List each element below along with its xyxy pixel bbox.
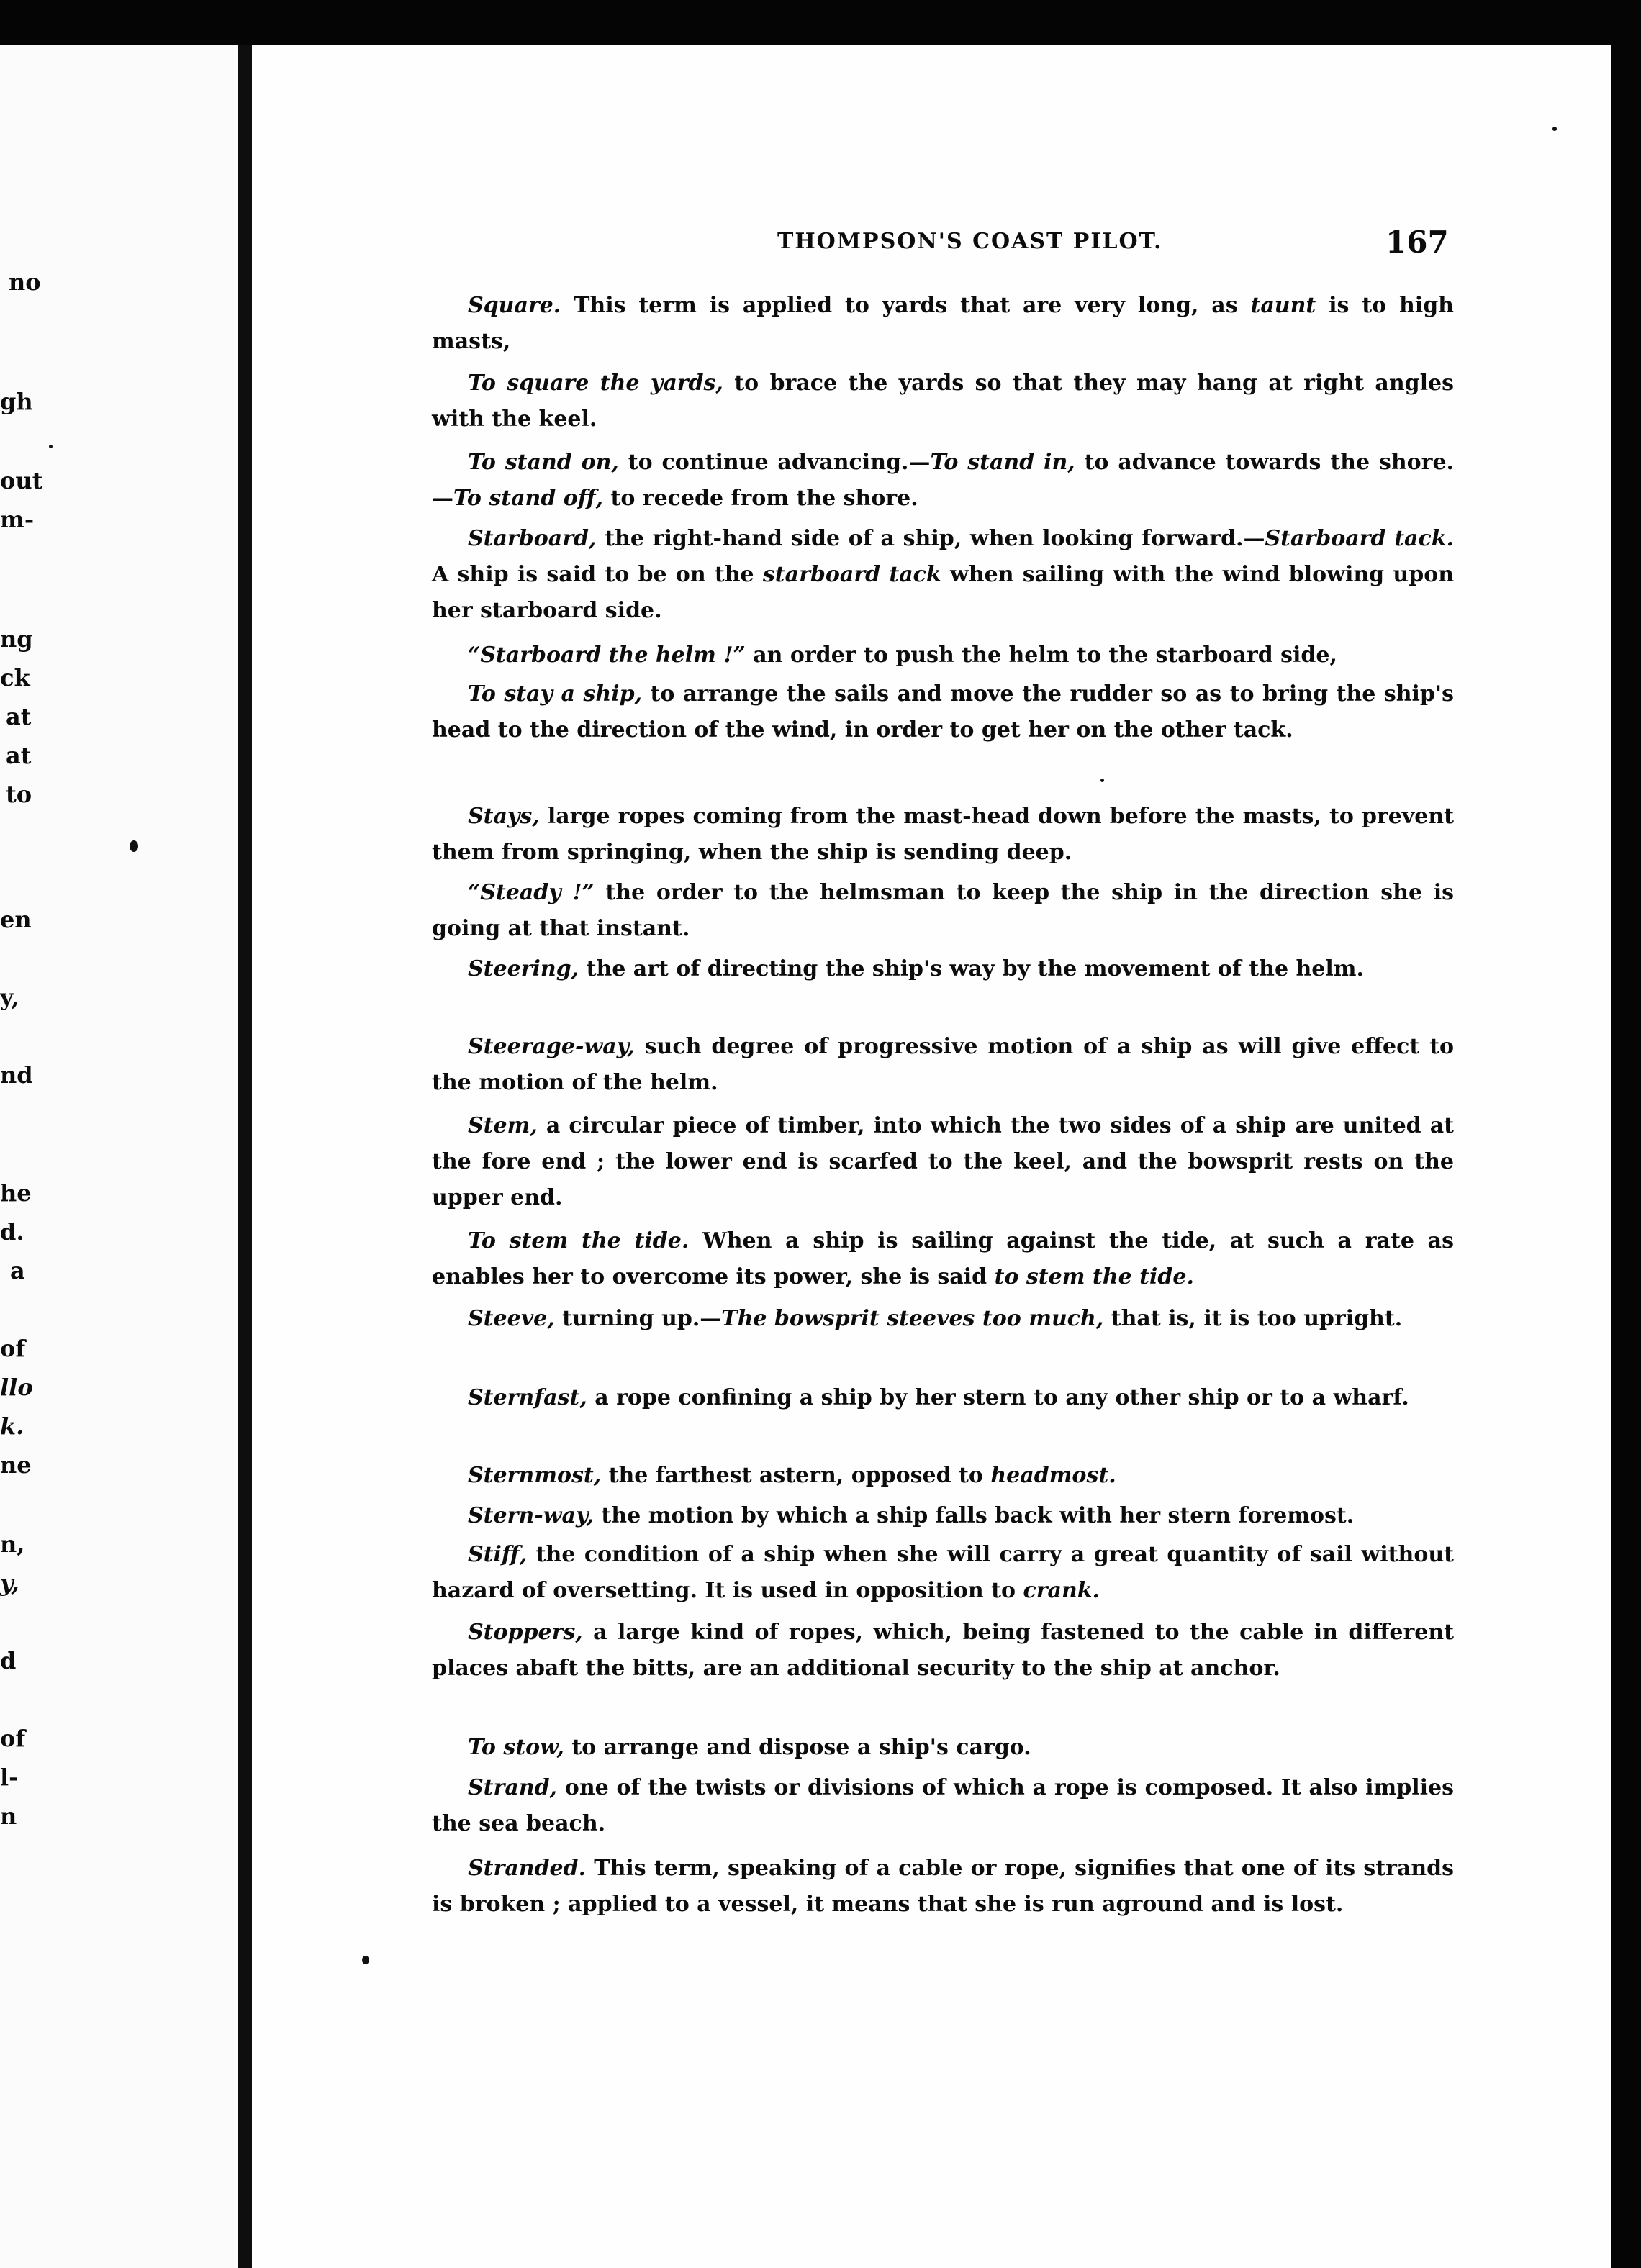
facing-page-fragment: he	[0, 1179, 32, 1207]
entry-term: Strand,	[468, 1775, 557, 1800]
facing-page-fragment: n	[0, 1802, 17, 1830]
facing-page-fragment: at	[6, 703, 32, 730]
facing-page-fragment: out	[0, 467, 43, 494]
ink-spot	[49, 445, 53, 448]
glossary-entry	[432, 676, 1454, 748]
entry-definition: the farthest astern, opposed to	[601, 1463, 991, 1488]
facing-page-fragment: a	[10, 1257, 25, 1284]
entry-definition: turning up.—	[554, 1306, 722, 1331]
entry-definition-continued: to recede from the shore.	[603, 486, 918, 511]
facing-page-fragment: nd	[0, 1061, 33, 1089]
entry-term: To stay a ship,	[468, 681, 643, 707]
entry-definition: to brace the yards so that they may hang at right angles with the keel.	[432, 371, 1454, 432]
facing-page-fragment: d.	[0, 1218, 24, 1246]
entry-term-secondary: To stand in,	[930, 450, 1075, 475]
entry-definition: to continue advancing.—	[618, 450, 931, 475]
entry-definition-continued: when sailing with the wind blowing upon her starboard side.	[432, 562, 1455, 623]
facing-page-fragment: y,	[0, 1569, 19, 1597]
entry-definition: This term, speaking of a cable or rope, signifies that one of its strands is broken ; applied to a vessel, it means that she is run aground and is lost.	[432, 1856, 1454, 1917]
entry-definition-continued: to advance towards the shore.—	[432, 450, 1454, 511]
glossary-entry	[432, 366, 1454, 437]
scan-right-border	[1611, 0, 1641, 2268]
entry-definition: large ropes coming from the mast-head down before the masts, to prevent them from springing, when the ship is sending deep.	[432, 804, 1454, 865]
facing-page-fragment: d	[0, 1647, 17, 1674]
entry-definition: This term is applied to yards that are very long, as	[561, 293, 1251, 318]
entry-term: Stoppers,	[468, 1620, 583, 1645]
facing-page-fragment: k.	[0, 1412, 24, 1440]
facing-page-fragment: at	[6, 742, 32, 769]
page-gutter	[238, 45, 252, 2268]
facing-page-fragment: ng	[0, 625, 33, 653]
entry-term: Starboard,	[468, 526, 597, 551]
entry-term: Steeve,	[468, 1306, 555, 1331]
entry-definition: the right-hand side of a ship, when looking forward.—	[596, 526, 1265, 551]
ink-spot	[1552, 127, 1557, 131]
entry-definition: a rope confining a ship by her stern to any other ship or to a wharf.	[587, 1385, 1409, 1410]
glossary-entry	[432, 1537, 1454, 1609]
entry-term: To stow,	[468, 1735, 564, 1760]
entry-term: To stand on,	[468, 450, 619, 475]
facing-page-fragment: to	[6, 781, 32, 808]
entry-definition: the condition of a ship when she will carry a great quantity of sail without hazard of oversetting. It is used in opposition to	[432, 1542, 1454, 1603]
ink-spot	[1100, 779, 1104, 782]
facing-page-fragment: no	[9, 268, 41, 296]
facing-page-fragment: ck	[0, 664, 30, 691]
glossary-entry	[432, 951, 1454, 987]
entry-term: Sternmost,	[468, 1463, 602, 1488]
entry-term: To stem the tide.	[468, 1228, 690, 1253]
ink-spot	[130, 840, 138, 852]
entry-definition: an order to push the helm to the starboard side,	[745, 643, 1337, 668]
entry-term: Sternfast,	[468, 1385, 587, 1410]
entry-definition: one of the twists or divisions of which a rope is composed. It also implies the sea beach.	[432, 1775, 1454, 1836]
entry-definition: When a ship is sailing against the tide, at such a rate as enables her to overcome its power, she is said	[432, 1228, 1454, 1289]
facing-page-fragment: en	[0, 906, 32, 933]
facing-page-fragment: llo	[0, 1374, 33, 1401]
facing-page	[0, 45, 238, 2268]
glossary-entry	[432, 1029, 1454, 1101]
entry-term-secondary: The bowsprit steeves too much,	[721, 1306, 1104, 1331]
entry-definition: to arrange the sails and move the rudder so as to bring the ship's head to the direction of the wind, in order to get her on the other tack.	[432, 681, 1454, 743]
entry-term-secondary: Starboard tack.	[1265, 526, 1454, 551]
entry-term: Stiff,	[468, 1542, 528, 1567]
facing-page-fragment: of	[0, 1725, 26, 1752]
glossary-entry	[432, 1851, 1454, 1923]
entry-term: “Starboard the helm !”	[468, 643, 746, 668]
entry-term: Square.	[468, 293, 561, 318]
entry-term-secondary: headmost.	[990, 1463, 1116, 1488]
entry-definition-continued: A ship is said to be on the	[432, 562, 763, 587]
facing-page-fragment: gh	[0, 388, 33, 415]
entry-term: To square the yards,	[468, 371, 723, 396]
glossary-entry	[432, 1730, 1454, 1766]
facing-page-fragment: ne	[0, 1451, 32, 1479]
entry-term: Stays,	[468, 804, 540, 829]
glossary-entry	[432, 1770, 1454, 1842]
facing-page-fragment: n,	[0, 1530, 25, 1558]
scan-top-border	[0, 0, 1641, 45]
entry-definition-continued: is to high masts,	[432, 293, 1454, 354]
entry-term: Stem,	[468, 1113, 538, 1138]
glossary-entry	[432, 1223, 1454, 1295]
entry-term-secondary: to stem the tide.	[994, 1264, 1194, 1289]
glossary-entry	[432, 445, 1454, 517]
entry-term-secondary: taunt	[1250, 293, 1316, 318]
facing-page-fragment: m-	[0, 506, 35, 533]
glossary-entry	[432, 875, 1454, 947]
glossary-entry	[432, 1301, 1454, 1337]
running-head: THOMPSON'S COAST PILOT.	[777, 229, 1163, 254]
entry-term: Steerage-way,	[468, 1034, 635, 1059]
facing-page-fragment: y,	[0, 984, 19, 1011]
glossary-entry	[432, 799, 1454, 871]
entry-term-tertiary: To stand off,	[453, 486, 604, 511]
glossary-entry	[432, 1108, 1454, 1216]
glossary-entry	[432, 1615, 1454, 1687]
glossary-entry	[432, 521, 1454, 629]
facing-page-fragment: l-	[0, 1764, 19, 1791]
entry-term: Stranded.	[468, 1856, 587, 1881]
ink-spot	[362, 1956, 369, 1964]
entry-definition: the order to the helmsman to keep the ship in the direction she is going at that instant.	[432, 880, 1454, 941]
glossary-entry	[432, 1458, 1454, 1494]
entry-definition: the motion by which a ship falls back with her stern foremost.	[593, 1503, 1355, 1528]
entry-term-tertiary: starboard tack	[762, 562, 941, 587]
entry-term: “Steady !”	[468, 880, 595, 905]
entry-term: Stern-way,	[468, 1503, 594, 1528]
entry-definition: to arrange and dispose a ship's cargo.	[564, 1735, 1031, 1760]
entry-definition-continued: that is, it is too upright.	[1103, 1306, 1403, 1331]
entry-definition: such degree of progressive motion of a ship as will give effect to the motion of the helm.	[432, 1034, 1454, 1095]
glossary-entry	[432, 1380, 1454, 1416]
glossary-entry	[432, 1498, 1454, 1534]
entry-term: Steering,	[468, 956, 579, 981]
facing-page-fragment: of	[0, 1335, 26, 1362]
glossary-entry	[432, 288, 1454, 360]
entry-definition: a large kind of ropes, which, being fastened to the cable in different places abaft the bitts, are an additional security to the ship at anchor.	[432, 1620, 1454, 1681]
entry-definition: a circular piece of timber, into which the two sides of a ship are united at the fore end ; the lower end is scarfed to the keel, and the bowsprit rests on the upper end.	[432, 1113, 1454, 1210]
entry-term-secondary: crank.	[1023, 1578, 1100, 1603]
entry-definition: the art of directing the ship's way by the movement of the helm.	[579, 956, 1364, 981]
page-number: 167	[1385, 224, 1449, 260]
glossary-entry	[432, 638, 1454, 673]
